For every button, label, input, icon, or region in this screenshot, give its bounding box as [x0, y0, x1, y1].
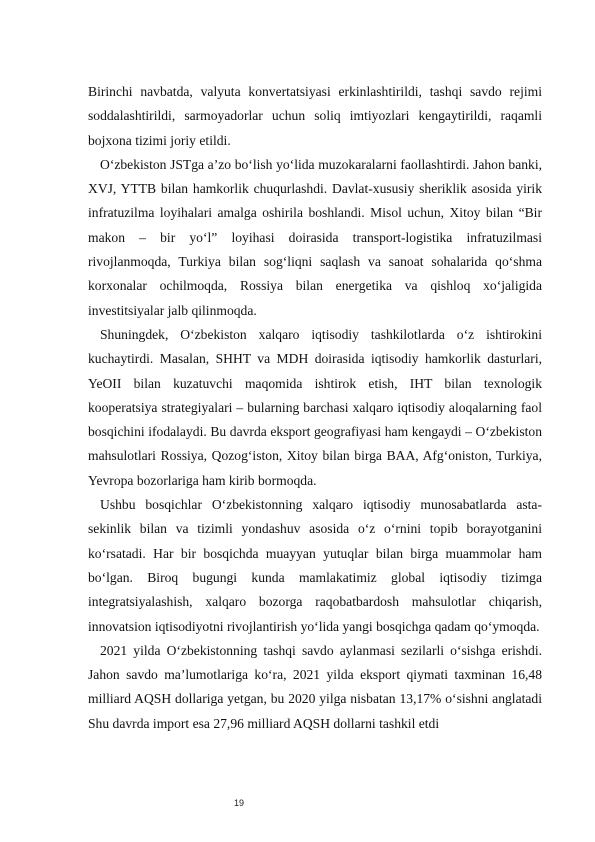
paragraph-5: 2021 yilda O‘zbekistonning tashqi savdo aylanmasi sezilarli o‘sishga erishdi. Jahon savdo ma’lumotlariga ko‘ra, 2021 yilda eksport qiymati taxminan 16,48 milliard AQSH dollariga yetgan, bu 2020 yilga nisbatan 13,17% o‘sishni anglatadi Shu davrda import esa 27,96 milliard AQSH dollarni tashkil etdi: [88, 642, 542, 731]
paragraph-4: Ushbu bosqichlar O‘zbekistonning xalqaro iqtisodiy munosabatlarda asta-sekinlik bilan va tizimli yondashuv asosida o‘z o‘rnini topib borayotganini ko‘rsatadi. Har bir bosqichda muayyan yutuqlar bilan birga muammolar ham bo‘lgan. Biroq bugungi kunda mamlakatimiz global iqtisodiy tizimga integratsiyalashish, xalqaro bozorga raqobatbardosh mahsulotlar chiqarish, innovatsion iqtisodiyotni rivojlantirish yo‘lida yangi bosqichga qadam qo‘ymoqda.: [88, 497, 542, 634]
document-body: [88, 80, 542, 736]
paragraph-1: Birinchi navbatda, valyuta konvertatsiyasi erkinlashtirildi, tashqi savdo rejimi soddalashtirildi, sarmoyadorlar uchun soliq imtiyozlari kengaytirildi, raqamli bojxona tizimi joriy etildi.: [88, 84, 542, 148]
paragraph-3: Shuningdek, O‘zbekiston xalqaro iqtisodiy tashkilotlarda o‘z ishtirokini kuchaytirdi. Masalan, SHHT va MDH doirasida iqtisodiy hamkorlik dasturlari, YeOII bilan kuzatuvchi maqomida ishtirok etish, IHT bilan texnologik kooperatsiya strategiyalari – bularning barchasi xalqaro iqtisodiy aloqalarning faol bosqichini ifodalaydi. Bu davrda eksport geografiyasi ham kengaydi – O‘zbekiston mahsulotlari Rossiya, Qozog‘iston, Xitoy bilan birga BAA, Afg‘oniston, Turkiya, Yevropa bozorlariga ham kirib bormoqda.: [88, 326, 542, 488]
page-number: 19: [234, 798, 245, 808]
paragraph-2: O‘zbekiston JSTga a’zo bo‘lish yo‘lida muzokaralarni faollashtirdi. Jahon banki, XVJ, YTTB bilan hamkorlik chuqurlashdi. Davlat-xususiy sheriklik asosida yirik infratuzilma loyihalari amalga oshirila boshlandi. Misol uchun, Xitoy bilan “Bir makon – bir yo‘l” loyihasi doirasida transport-logistika infratuzilmasi rivojlanmoqda, Turkiya bilan sog‘liqni saqlash va sanoat sohalarida qo‘shma korxonalar ochilmoqda, Rossiya bilan energetika va qishloq xo‘jaligida investitsiyalar jalb qilinmoqda.: [88, 156, 542, 318]
